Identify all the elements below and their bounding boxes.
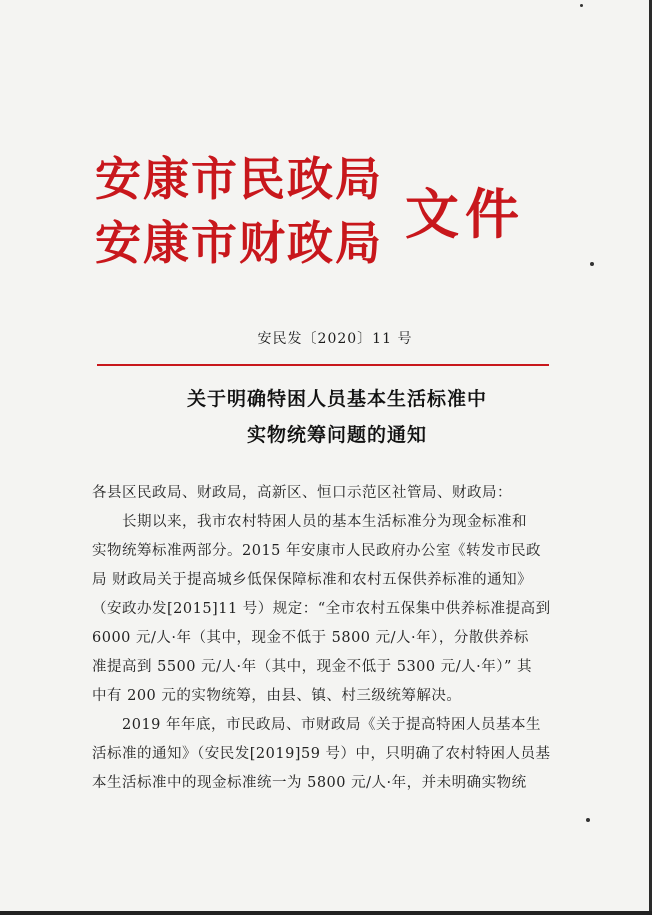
body-line-3: 实物统筹标准两部分。2015 年安康市人民政府办公室《转发市民政 [92, 543, 542, 559]
body-line-11: 本生活标准中的现金标准统一为 5800 元/人·年，并未明确实物统 [92, 775, 527, 791]
body-line-2: 长期以来，我市农村特困人员的基本生活标准分为现金标准和 [92, 514, 527, 530]
scan-edge-bottom [0, 911, 652, 915]
body-line-10: 活标准的通知》（安民发[2019]59 号）中，只明确了农村特困人员基 [92, 746, 551, 762]
body-line-5: （安政办发[2015]11 号）规定：“全市农村五保集中供养标准提高到 [92, 601, 551, 617]
issuer-minzheng: 安康市民政局 [95, 152, 383, 206]
red-divider [97, 364, 549, 366]
scan-speck [590, 262, 594, 266]
title-line-2: 实物统筹问题的通知 [246, 424, 427, 446]
body-line-4: 局 财政局关于提高城乡低保保障标准和农村五保供养标准的通知》 [92, 572, 533, 588]
document-label: 文件 [405, 183, 525, 246]
title-line-1: 关于明确特困人员基本生活标准中 [186, 388, 487, 410]
body-line-7: 准提高到 5500 元/人·年（其中，现金不低于 5300 元/人·年）” 其 [92, 659, 532, 675]
scan-speck [580, 4, 583, 7]
body-line-8: 中有 200 元的实物统筹，由县、镇、村三级统筹解决。 [92, 688, 462, 704]
scan-speck [586, 818, 590, 822]
body-line-1: 各县区民政局、财政局，高新区、恒口示范区社管局、财政局： [92, 485, 512, 501]
document-number: 安民发〔2020〕11 号 [257, 331, 413, 347]
body-line-6: 6000 元/人·年（其中，现金不低于 5800 元/人·年），分散供养标 [92, 630, 529, 646]
body-line-9: 2019 年年底，市民政局、市财政局《关于提高特困人员基本生 [92, 717, 542, 733]
issuer-caizheng: 安康市财政局 [95, 216, 383, 270]
